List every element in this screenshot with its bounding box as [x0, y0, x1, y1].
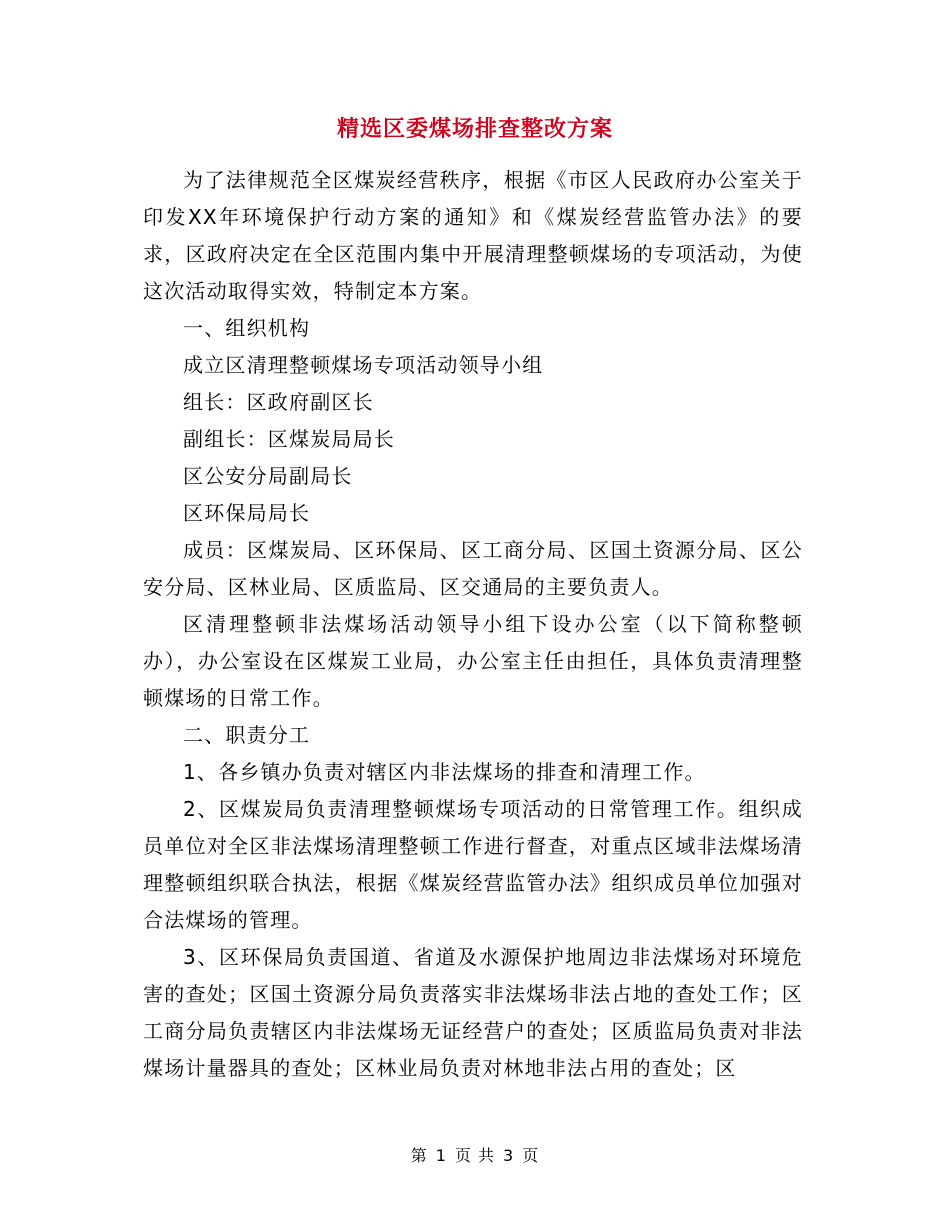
paragraph-leadership-group: 成立区清理整顿煤场专项活动领导小组: [183, 353, 544, 377]
paragraph-deputy-public-security: 区公安分局副局长: [183, 464, 353, 488]
paragraph-duty-2: 2、区煤炭局负责清理整顿煤场专项活动的日常管理工作。组织成员单位对全区非法煤场清理整顿工作进行督查，对重点区域非法煤场清理整顿组织联合执法，根据《煤炭经营监管办法》组织成员单位加强对合法煤场的管理。: [143, 797, 803, 932]
document-body: [143, 162, 803, 1087]
footer-total-pages: 3: [503, 1146, 515, 1165]
paragraph-deputy-environment: 区环保局局长: [183, 501, 311, 525]
paragraph-intro: 为了法律规范全区煤炭经营秩序，根据《市区人民政府办公室关于印发XX年环境保护行动方案的通知》和《煤炭经营监管办法》的要求，区政府决定在全区范围内集中开展清理整顿煤场的专项活动，为使这次活动取得实效，特制定本方案。: [143, 168, 803, 303]
paragraph-duty-3: 3、区环保局负责国道、省道及水源保护地周边非法煤场对环境危害的查处；区国土资源分局负责落实非法煤场非法占地的查处工作；区工商分局负责辖区内非法煤场无证经营户的查处；区质监局负责对非法煤场计量器具的查处；区林业局负责对林地非法占用的查处；区: [143, 945, 803, 1080]
paragraph-duty-1: 1、各乡镇办负责对辖区内非法煤场的排查和清理工作。: [183, 760, 706, 784]
footer-middle: 页 共: [454, 1146, 496, 1165]
heading-organization: 一、组织机构: [183, 316, 311, 340]
paragraph-office: 区清理整顿非法煤场活动领导小组下设办公室（以下简称整顿办），办公室设在区煤炭工业局，办公室主任由担任，具体负责清理整顿煤场的日常工作。: [143, 612, 803, 710]
document-title: 精选区委煤场排查整改方案: [336, 117, 613, 142]
page-footer: [0, 1144, 950, 1168]
footer-prefix: 第: [410, 1146, 428, 1165]
paragraph-group-leader: 组长：区政府副区长: [183, 390, 374, 414]
footer-page-number: 1: [435, 1146, 447, 1165]
paragraph-members: 成员：区煤炭局、区环保局、区工商分局、区国土资源分局、区公安分局、区林业局、区质监局、区交通局的主要负责人。: [143, 538, 803, 599]
paragraph-deputy-leader: 副组长：区煤炭局局长: [183, 427, 395, 451]
footer-suffix: 页: [522, 1146, 540, 1165]
heading-responsibilities: 二、职责分工: [183, 723, 311, 747]
